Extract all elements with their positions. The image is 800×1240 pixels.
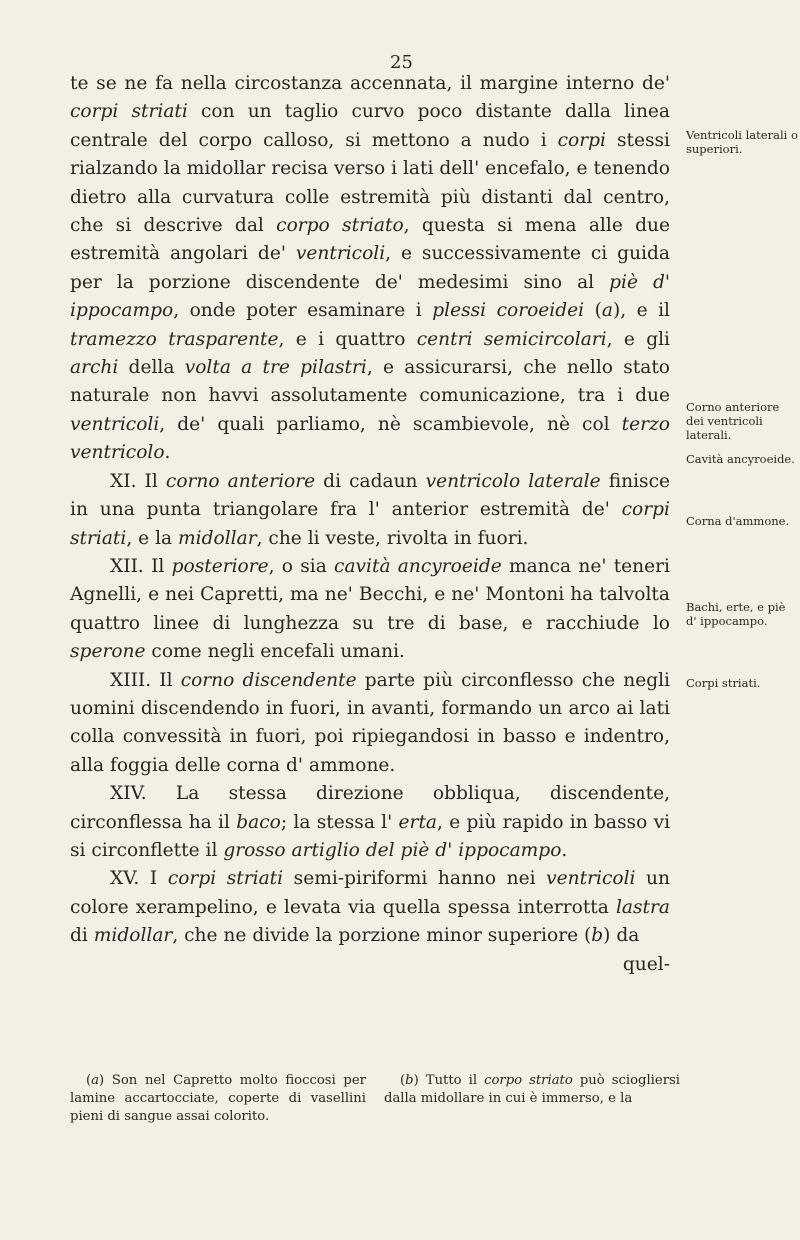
italic-term: b: [591, 925, 604, 947]
italic-term: midollar: [93, 925, 173, 947]
section-xv: XV. I corpi striati semi-piriformi hanno nei ventricoli un colore xerampelino, e levata via quella spessa interrotta lastra di midollar, che ne divide la porzione minor superiore (b) da: [70, 868, 670, 947]
margin-note: Cavità ancyroeide.: [686, 452, 795, 466]
margin-note: Corpi striati.: [686, 676, 761, 690]
italic-term: ventricolo laterale: [425, 470, 601, 492]
italic-term: a: [601, 300, 613, 322]
italic-term: tramezzo trasparente: [70, 328, 279, 350]
margin-note: Corno anteriore dei ventricoli laterali.: [686, 400, 780, 442]
italic-term: plessi coroeidei: [432, 300, 585, 322]
italic-term: corpi striati: [70, 101, 188, 123]
italic-term: grosso artiglio del piè d' ippocampo: [223, 839, 562, 861]
italic-term: cavità ancyroeide: [334, 555, 502, 577]
italic-term: piè d' ippocampo: [70, 271, 670, 322]
italic-term: sperone: [70, 641, 146, 663]
italic-term: corpi: [557, 129, 606, 151]
italic-term: volta a tre pilastri: [184, 357, 367, 379]
section-xiv: XIV. La stessa direzione obbliqua, discendente, circonflessa ha il baco; la stessa l' erta, e più rapido in basso vi si circonflette il grosso artiglio del piè d' ippocampo.: [70, 783, 671, 861]
section-xiii: XIII. Il corno discendente parte più circonflesso che negli uomini discendendo in fuori, in avanti, formando un arco ai lati colla convessità in fuori, poi ripiegandosi in basso e indentro, alla foggia delle corna d' ammone.: [70, 669, 670, 776]
italic-term: a: [91, 1073, 100, 1088]
italic-term: corpi striati: [167, 868, 284, 890]
italic-term: corpo striato: [276, 215, 404, 237]
italic-term: b: [405, 1073, 414, 1088]
page-number: 25: [390, 52, 413, 73]
main-text: [70, 70, 670, 979]
italic-term: archi: [70, 357, 119, 379]
italic-term: ventricoli: [546, 868, 636, 890]
italic-term: midollar: [178, 527, 257, 549]
footnote-b: (b) Tutto il corpo striato può sciogliersi dalla midollare in cui è immerso, e la: [384, 1073, 680, 1106]
italic-term: corpo striato: [484, 1073, 573, 1088]
intro-paragraph: te se ne fa nella circostanza accennata, il margine interno de' corpi striati con un taglio curvo poco distante dalla linea centrale del corpo calloso, si mettono a nudo i corpi stessi rialzando la midollar recisa verso i lati dell' encefalo, e tenendo dietro alla curvatura colle estremità più distanti dal centro, che si descrive dal corpo striato, questa si mena alle due estremità angolari de' ventricoli, e successivamente ci guida per la porzione discendente de' medesimi sino al piè d' ippocampo, onde poter esaminare i plessi coroeidei (a), e il tramezzo trasparente, e i quattro centri semicircolari, e gli archi della volta a tre pilastri, e assicurarsi, che nello stato naturale non havvi assolutamente comunicazione, tra i due ventricoli, de' quali parliamo, nè scambievole, nè col terzo ventricolo.: [70, 73, 671, 464]
italic-term: ventricoli: [295, 243, 386, 265]
footnote-a: (a) Son nel Capretto molto fioccosi per lamine accartocciate, coperte di vasellini pieni di sangue assai colorito.: [70, 1073, 366, 1124]
italic-term: corno anteriore: [165, 470, 316, 492]
italic-term: terzo ventricolo: [70, 413, 670, 464]
margin-note: Bachi, erte, e piè d' ippocampo.: [686, 600, 786, 628]
italic-term: posteriore: [171, 555, 269, 577]
italic-term: centri semicircolari: [416, 328, 607, 350]
italic-term: baco: [236, 811, 281, 833]
italic-term: ventricoli: [70, 413, 160, 435]
italic-term: corno discendente: [180, 669, 357, 691]
italic-term: erta: [398, 811, 437, 833]
margin-note: Corna d'ammone.: [686, 514, 790, 528]
italic-term: lastra: [615, 896, 670, 918]
section-xii: XII. Il posteriore, o sia cavità ancyroeide manca ne' teneri Agnelli, e nei Capretti, ma ne' Becchi, e ne' Montoni ha talvolta quattro linee di lunghezza su tre di base, e racchiude lo sperone come negli encefali umani.: [70, 555, 670, 663]
footnotes: [70, 1072, 680, 1126]
margin-note: Ventricoli laterali o superiori.: [686, 128, 798, 156]
catchword: quel-: [622, 953, 670, 975]
section-xi: XI. Il corno anteriore di cadaun ventricolo laterale finisce in una punta triangolare fra l' anterior estremità de' corpi striati, e la midollar, che li veste, rivolta in fuori.: [70, 470, 670, 549]
italic-term: corpi striati: [70, 499, 670, 549]
